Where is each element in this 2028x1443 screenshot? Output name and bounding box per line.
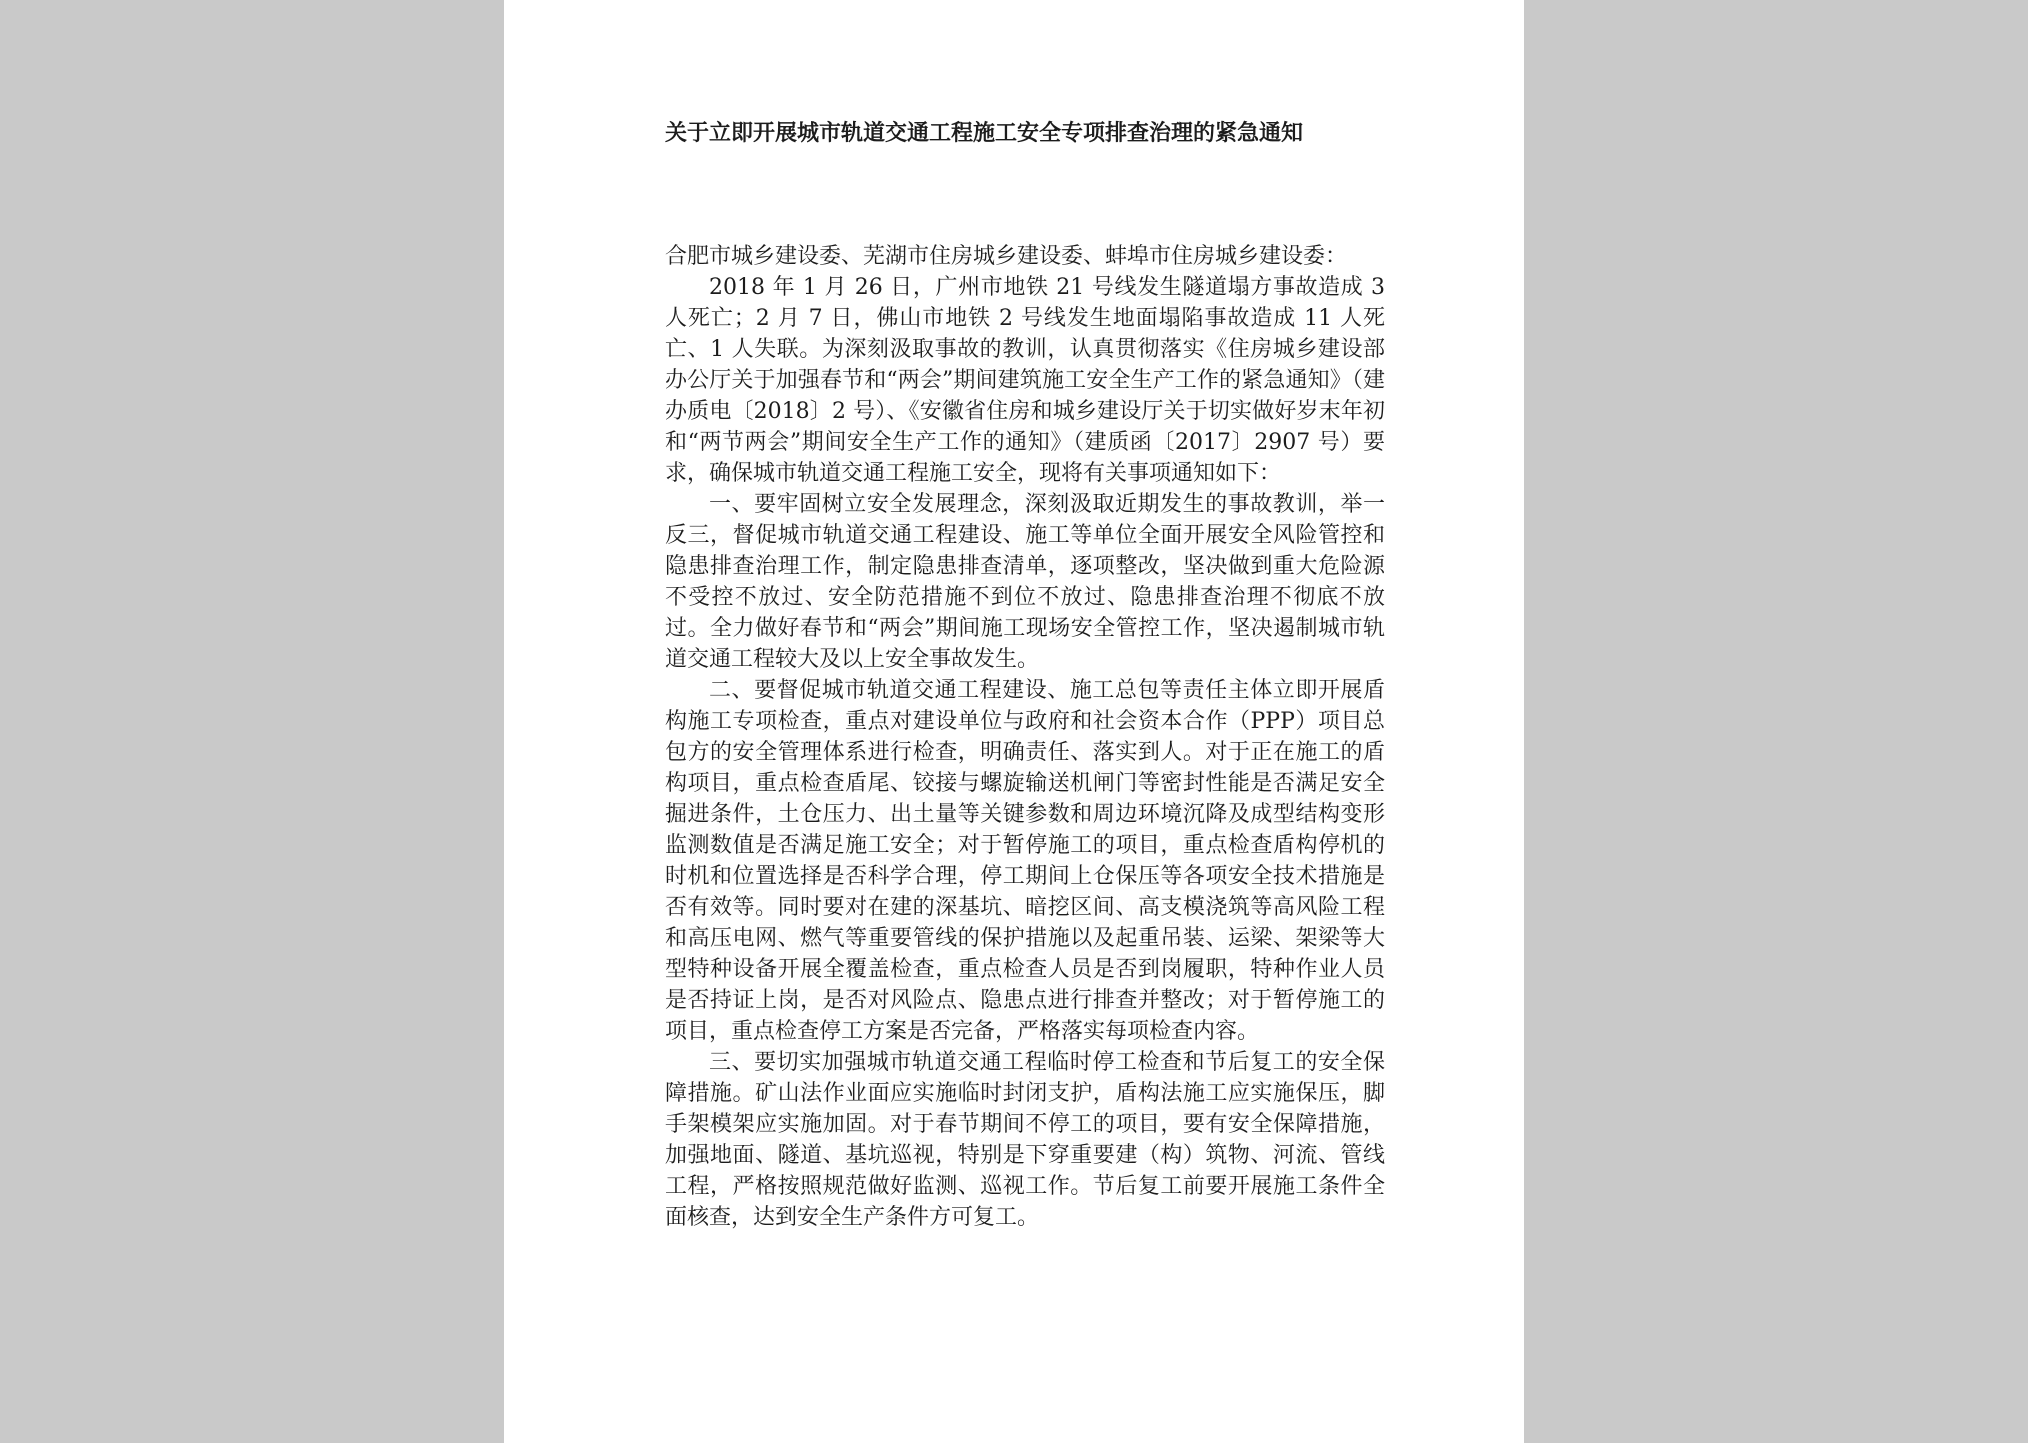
paragraph-item-2: 二、要督促城市轨道交通工程建设、施工总包等责任主体立即开展盾构施工专项检查，重点对建设单位与政府和社会资本合作（PPP）项目总包方的安全管理体系进行检查，明确责任、落实到人。对于正在施工的盾构项目，重点检查盾尾、铰接与螺旋输送机闸门等密封性能是否满足安全掘进条件，土仓压力、出土量等关键参数和周边环境沉降及成型结构变形监测数值是否满足施工安全；对于暂停施工的项目，重点检查盾构停机的时机和位置选择是否科学合理，停工期间上仓保压等各项安全技术措施是否有效等。同时要对在建的深基坑、暗挖区间、高支模浇筑等高风险工程和高压电网、燃气等重要管线的保护措施以及起重吊装、运梁、架梁等大型特种设备开展全覆盖检查，重点检查人员是否到岗履职，特种作业人员是否持证上岗，是否对风险点、隐患点进行排查并整改；对于暂停施工的项目，重点检查停工方案是否完备，严格落实每项检查内容。 xyxy=(665,678,1385,1044)
paragraph-item-3: 三、要切实加强城市轨道交通工程临时停工检查和节后复工的安全保障措施。矿山法作业面应实施临时封闭支护，盾构法施工应实施保压，脚手架模架应实施加固。对于春节期间不停工的项目，要有安全保障措施，加强地面、隧道、基坑巡视，特别是下穿重要建（构）筑物、河流、管线工程，严格按照规范做好监测、巡视工作。节后复工前要开展施工条件全面核查，达到安全生产条件方可复工。 xyxy=(665,1050,1385,1230)
document-title: 关于立即开展城市轨道交通工程施工安全专项排查治理的紧急通知 xyxy=(665,120,1304,146)
document-page xyxy=(504,0,1524,1443)
document-content xyxy=(665,118,1385,1233)
paragraph-intro: 2018 年 1 月 26 日，广州市地铁 21 号线发生隧道塌方事故造成 3 人死亡；2 月 7 日，佛山市地铁 2 号线发生地面塌陷事故造成 11 人死亡、1 人失联。为深刻汲取事故的教训，认真贯彻落实《住房城乡建设部办公厅关于加强春节和“两会”期间建筑施工安全生产工作的紧急通知》（建办质电〔2018〕2 号）、《安徽省住房和城乡建设厅关于切实做好岁末年初和“两节两会”期间安全生产工作的通知》（建质函〔2017〕2907 号）要求，确保城市轨道交通工程施工安全，现将有关事项通知如下： xyxy=(665,275,1385,486)
paragraph-item-1: 一、要牢固树立安全发展理念，深刻汲取近期发生的事故教训，举一反三，督促城市轨道交通工程建设、施工等单位全面开展安全风险管控和隐患排查治理工作，制定隐患排查清单，逐项整改，坚决做到重大危险源不受控不放过、安全防范措施不到位不放过、隐患排查治理不彻底不放过。全力做好春节和“两会”期间施工现场安全管控工作，坚决遏制城市轨道交通工程较大及以上安全事故发生。 xyxy=(665,492,1385,672)
salutation: 合肥市城乡建设委、芜湖市住房城乡建设委、蚌埠市住房城乡建设委： xyxy=(665,244,1348,269)
